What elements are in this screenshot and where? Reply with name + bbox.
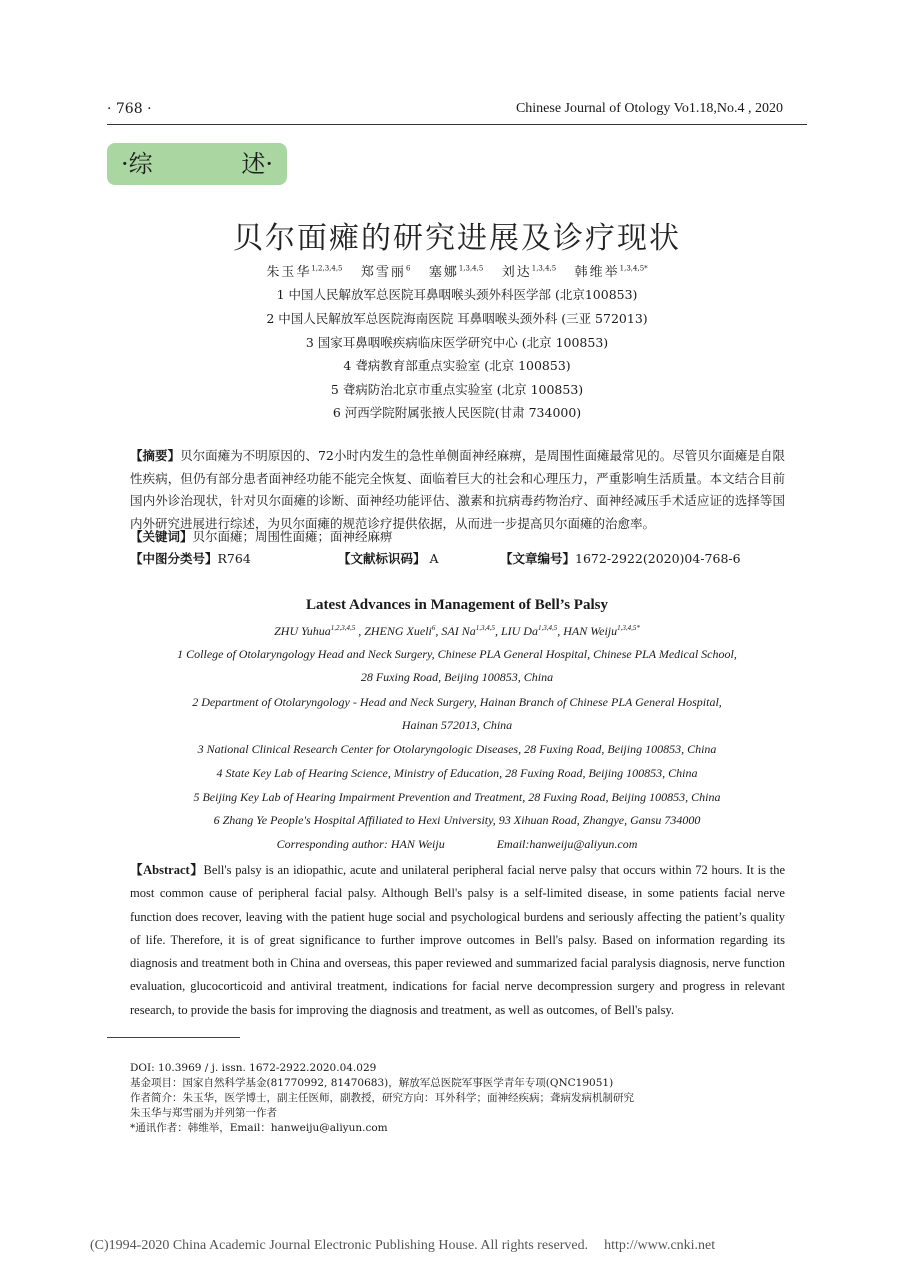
affiliation-cn: 2 中国人民解放军总医院海南医院 耳鼻咽喉头颈外科 (三亚 572013) (266, 311, 648, 326)
affiliation-en: Hainan 572013, China (401, 718, 513, 732)
footnote-funding: 基金项目：国家自然科学基金(81770992, 81470683)，解放军总医院军事医学青年专项(QNC19051) (130, 1077, 614, 1089)
copyright-line (90, 1238, 715, 1254)
article-number: 【文章编号】1672-2922(2020)04-768-6 (500, 551, 741, 566)
affiliation-en: 3 National Clinical Research Center for Otolaryngologic Diseases, 28 Fuxing Road, Beijing 100853, China (197, 742, 717, 756)
affiliation-cn: 4 聋病教育部重点实验室 (北京 100853) (343, 358, 571, 373)
footnote-doi: DOI: 10.3969 / j. issn. 1672-2922.2020.04.029 (130, 1062, 377, 1074)
footnote-corresponding: *通讯作者：韩维举，Email：hanweiju@aliyun.com (130, 1122, 388, 1134)
section-tag-left: ·综 (121, 150, 153, 178)
corresponding-author-name: Corresponding author: HAN Weiju (276, 837, 445, 851)
authors-cn (107, 261, 807, 280)
affiliation-en: 4 State Key Lab of Hearing Science, Ministry of Education, 28 Fuxing Road, Beijing 100853, China (216, 766, 698, 780)
affiliation-en: 28 Fuxing Road, Beijing 100853, China (360, 670, 554, 684)
affiliation-en: 5 Beijing Key Lab of Hearing Impairment Prevention and Treatment, 28 Fuxing Road, Beijing 100853, China (193, 790, 721, 804)
author-en: SAI Na$^{1,3,4,5}$, (441, 624, 498, 638)
keywords-cn-label: 【关键词】 (130, 529, 193, 544)
affiliation-cn: 6 河西学院附属张掖人民医院(甘肃 734000) (332, 405, 582, 420)
affiliation-cn: 1 中国人民解放军总医院耳鼻咽喉头颈外科医学部 (北京100853) (276, 287, 638, 302)
abstract-en-text: Bell's palsy is an idiopathic, acute and unilateral peripheral facial nerve palsy that occurs within 72 hours. It is the most common cause of peripheral facial palsy. Although Bell's palsy is a self-limited disease, in some patients facial nerve function does recover, leaving with the patient huge social and psychological burdens and seriously affecting the patient’s quality of life. Therefore, it is of great significance to further improve outcomes in Bell's palsy. Based on information regarding its diagnosis and treatment both in China and overseas, this paper reviewed and summarized facial paralysis diagnosis, nerve function evaluation, glucocorticoid and antiviral treatment, indications for facial nerve decompression surgery and progress in relevant research, to provide the basis for improving the diagnosis and treatment, as well as outcomes, of Bell's palsy. (130, 863, 786, 1017)
journal-header: Chinese Journal of Otology Vo1.18,No.4 , 2020 (515, 101, 783, 116)
authors-en (107, 624, 807, 639)
copyright-text: (C)1994-2020 China Academic Journal Electronic Publishing House. All rights reserved. (90, 1238, 589, 1253)
section-tag (107, 143, 287, 185)
affiliation-en: 1 College of Otolaryngology Head and Neck Surgery, Chinese PLA General Hospital, Chinese PLA Medical School, (177, 647, 737, 661)
document-code: 【文献标识码】 A (338, 551, 439, 566)
author-en: LIU Da$^{1,3,4,5}$, (500, 624, 561, 638)
footnote-author-bio: 作者简介：朱玉华，医学博士，副主任医师，副教授，研究方向：耳外科学；面神经疾病；聋病发病机制研究 (130, 1092, 634, 1104)
footnote-rule (107, 1037, 240, 1038)
keywords-cn-text: 贝尔面瘫；周围性面瘫；面神经麻痹 (192, 529, 393, 544)
clc-number: 【中图分类号】R764 (130, 551, 251, 566)
affiliation-en: 6 Zhang Ye People's Hospital Affiliated to Hexi University, 93 Xihuan Road, Zhangye, Gansu 734000 (213, 813, 701, 827)
corresponding-email: Email:hanweiju@aliyun.com (496, 837, 638, 851)
page-number: · 768 · (107, 101, 152, 117)
abstract-en-label: 【Abstract】 (130, 863, 204, 877)
abstract-cn (130, 445, 785, 535)
title-cn: 贝尔面瘫的研究进展及诊疗现状 (233, 221, 681, 256)
author-en: ZHENG Xueli$^6$, (364, 624, 439, 638)
cnki-link[interactable]: http://www.cnki.net (604, 1238, 716, 1253)
affiliation-en: 2 Department of Otolaryngology - Head and Neck Surgery, Hainan Branch of Chinese PLA General Hospital, (192, 695, 722, 709)
affiliation-cn: 5 聋病防治北京市重点实验室 (北京 100853) (330, 382, 584, 397)
author-cn: 朱玉华$^{1,2,3,4,5}$ (266, 264, 343, 280)
abstract-cn-label: 【摘要】 (130, 448, 181, 463)
affiliation-cn: 3 国家耳鼻咽喉疾病临床医学研究中心 (北京 100853) (305, 335, 609, 350)
author-cn: 刘达$^{1,3,4,5}$ (501, 264, 557, 280)
keywords-cn (130, 527, 393, 545)
author-en: ZHU Yuhua$^{1,2,3,4,5}$ , (274, 624, 362, 638)
author-cn: 郑雪丽$^6$ (360, 264, 411, 280)
abstract-en (130, 859, 785, 1022)
title-en: Latest Advances in Management of Bell’s Palsy (306, 597, 608, 613)
footnote-cofirst: 朱玉华与郑雪丽为并列第一作者 (130, 1107, 277, 1119)
corresponding-author (107, 837, 807, 852)
author-cn: 韩维举$^{1,3,4,5*}$ (574, 264, 648, 280)
abstract-cn-text: 贝尔面瘫为不明原因的、72小时内发生的急性单侧面神经麻痹，是周围性面瘫最常见的。尽管贝尔面瘫是自限性疾病，但仍有部分患者面神经功能不能完全恢复、面临着巨大的社会和心理压力，严重影响生活质量。本文结合目前国内外诊治现状，针对贝尔面瘫的诊断、面神经功能评估、激素和抗病毒药物治疗、面神经减压手术适应证的选择等国内外研究进展进行综述，为贝尔面瘫的规范诊疗提供依据，从而进一步提高贝尔面瘫的治愈率。 (130, 448, 785, 531)
section-tag-right: 述· (241, 150, 273, 178)
author-cn: 塞娜$^{1,3,4,5}$ (428, 264, 484, 280)
author-en: HAN Weiju$^{1,3,4,5*}$ (563, 624, 640, 638)
header-rule (107, 124, 807, 125)
